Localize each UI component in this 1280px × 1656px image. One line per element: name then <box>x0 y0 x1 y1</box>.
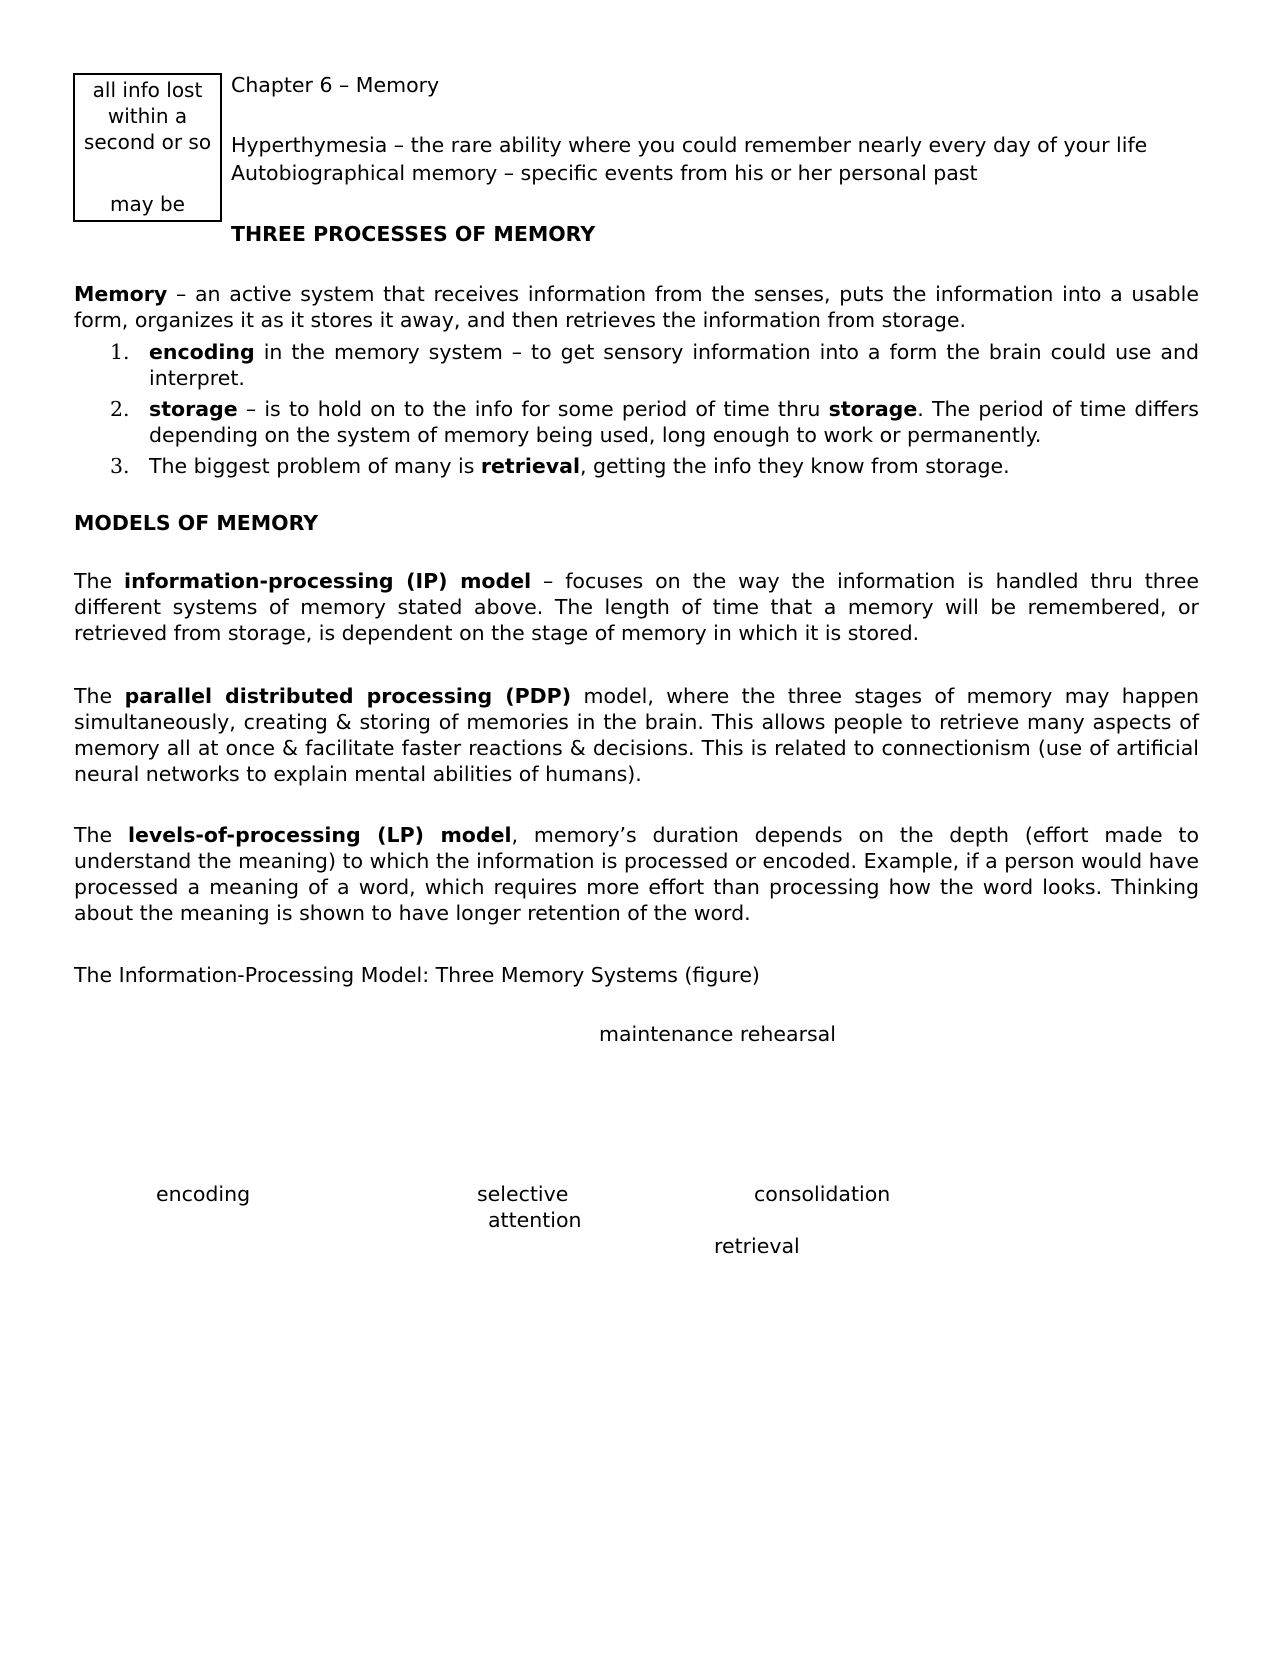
ip-model-paragraph <box>74 568 1199 646</box>
ip-model-text: – focuses on the way the information is handled thru three different systems of memory stated above. The length of time that a memory will be remembered, or retrieved from storage, is dependent on the stage of memory in which it is stored. <box>74 569 1199 645</box>
figure-label-encoding: encoding <box>156 1182 251 1206</box>
retrieval-term: retrieval <box>480 454 580 478</box>
pdp-pre: The <box>74 684 125 708</box>
autobiographical-definition: Autobiographical memory – specific events from his or her personal past <box>231 161 978 185</box>
figure-label-selective: selective <box>477 1182 569 1206</box>
chapter-title: Chapter 6 – Memory <box>231 73 440 97</box>
list-item <box>74 339 1199 391</box>
side-note-box <box>73 73 222 222</box>
figure-label-attention: attention <box>488 1208 582 1232</box>
section-title-processes: THREE PROCESSES OF MEMORY <box>231 222 596 246</box>
lp-model-text: , memory’s duration depends on the depth (effort made to understand the meaning) to which the information is processed or encoded. Example, if a person would have processed a meaning of a word, which requires more effort than processing how the word looks. Thinking about the meaning is shown to have longer retention of the word. <box>74 823 1199 925</box>
retrieval-text-b: , getting the info they know from storage. <box>579 454 1010 478</box>
side-note-line3: second or so <box>83 130 212 154</box>
memory-term: Memory <box>74 282 168 306</box>
figure-label-retrieval: retrieval <box>714 1234 800 1258</box>
encoding-text: in the memory system – to get sensory information into a form the brain could use and interpret. <box>149 340 1199 390</box>
lp-model-paragraph <box>74 822 1199 926</box>
side-note-cut-text: may be <box>110 192 185 216</box>
list-item <box>74 453 1199 479</box>
figure-label-maintenance-rehearsal: maintenance rehearsal <box>599 1022 836 1046</box>
storage-text-a: – is to hold on to the info for some period of time thru <box>237 397 829 421</box>
figure-label-consolidation: consolidation <box>754 1182 891 1206</box>
pdp-model-term: parallel distributed processing (PDP) <box>124 684 572 708</box>
figure-caption: The Information-Processing Model: Three Memory Systems (figure) <box>74 963 760 987</box>
pdp-model-paragraph <box>74 683 1199 787</box>
list-number: 3. <box>110 454 130 478</box>
side-note-line2: within a <box>107 104 188 128</box>
storage-text-b: . The period of time differs depending on the system of memory being used, long enough to work or permanently. <box>149 397 1199 447</box>
retrieval-text-a: The biggest problem of many is <box>149 454 481 478</box>
encoding-term: encoding <box>149 340 255 364</box>
memory-definition-text: – an active system that receives information from the senses, puts the information into a usable form, organizes it as it stores it away, and then retrieves the information from storage. <box>74 282 1199 332</box>
pdp-model-text: model, where the three stages of memory may happen simultaneously, creating & storing of memories in the brain. This allows people to retrieve many aspects of memory all at once & facilitate faster reactions & decisions. This is related to connectionism (use of artificial neural networks to explain mental abilities of humans). <box>74 684 1199 786</box>
memory-definition <box>74 281 1199 333</box>
side-note-line1: all info lost <box>92 78 203 102</box>
section-title-models: MODELS OF MEMORY <box>74 511 319 535</box>
list-item <box>74 396 1199 448</box>
hyperthymesia-definition: Hyperthymesia – the rare ability where you could remember nearly every day of your life <box>231 133 1148 157</box>
storage-term: storage <box>149 397 238 421</box>
ip-model-term: information-processing (IP) model <box>124 569 532 593</box>
list-number: 1. <box>110 340 130 364</box>
processes-list <box>74 339 1199 484</box>
lp-pre: The <box>74 823 128 847</box>
storage-term-2: storage <box>828 397 918 421</box>
ip-pre: The <box>74 569 125 593</box>
list-number: 2. <box>110 397 130 421</box>
lp-model-term: levels-of-processing (LP) model <box>127 823 512 847</box>
